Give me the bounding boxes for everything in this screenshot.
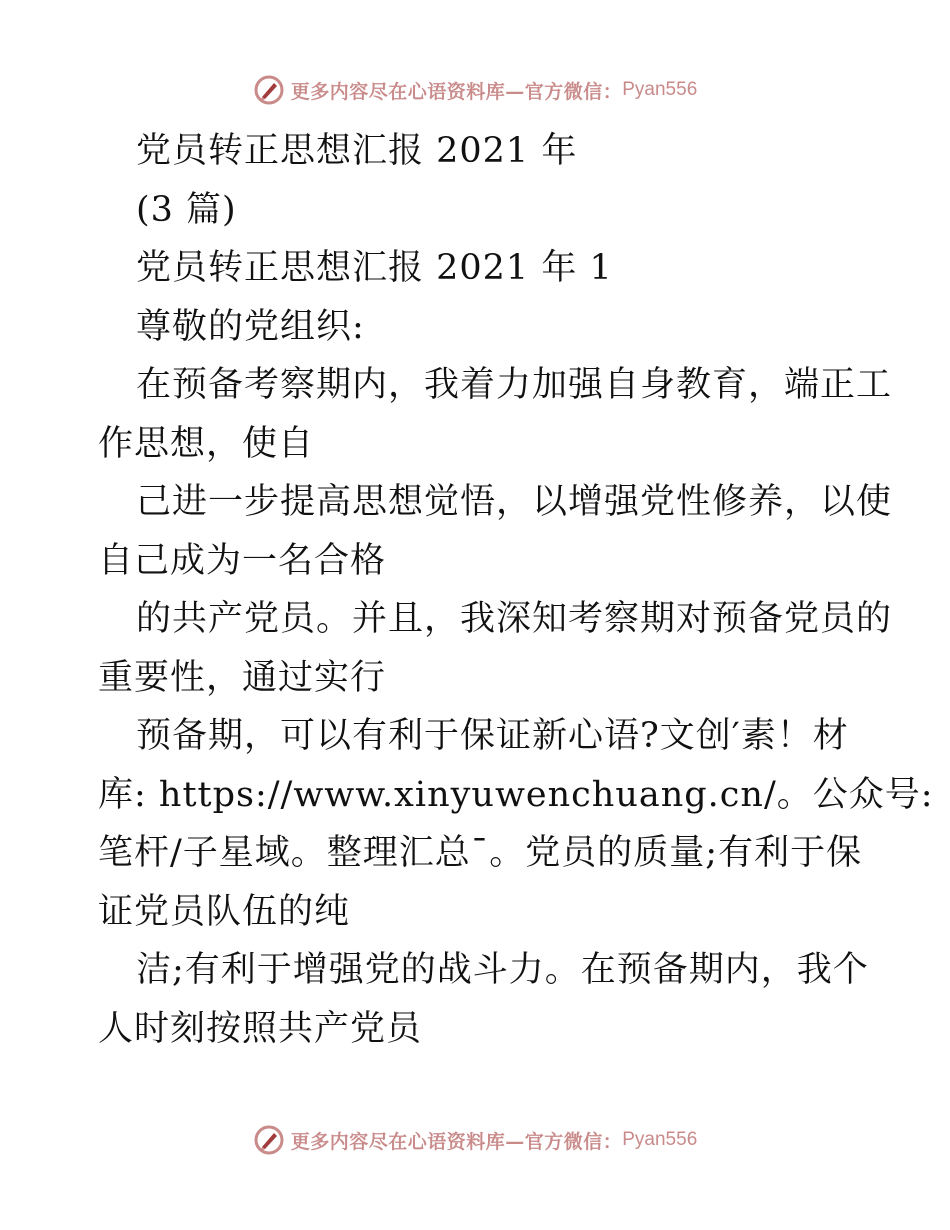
header-watermark-banner (0, 70, 950, 110)
text-line: 笔杆/子星域。整理汇总¯。党员的质量;有利于保 (98, 833, 863, 873)
footer-watermark-banner (0, 1120, 950, 1160)
text-line: 的共产党员。并且，我深知考察期对预备党员的 (136, 599, 893, 639)
text-line: 洁;有利于增强党的战斗力。在预备期内，我个 (136, 950, 869, 990)
doc-subtitle: (3 篇) (136, 189, 237, 230)
text-line: 证党员队伍的纯 (98, 891, 351, 932)
text-line: 己进一步提高思想觉悟，以增强党性修养，以使 (136, 482, 893, 522)
doc-title: 党员转正思想汇报 2021 年 (136, 131, 578, 171)
text-line: 自己成为一名合格 (98, 540, 387, 581)
banner-handle: Pyan556 (622, 79, 698, 100)
banner-handle: Pyan556 (622, 1129, 698, 1150)
pen-logo-icon (253, 74, 285, 106)
section-heading: 党员转正思想汇报 2021 年 1 (136, 248, 613, 288)
text-line: 库: https://www.xinyuwenchuang.cn/。公众号: (98, 774, 934, 815)
banner-text: 更多内容尽在心语资料库—官方微信： (290, 80, 623, 103)
pen-logo-icon (253, 1124, 285, 1156)
text-line: 在预备考察期内，我着力加强自身教育，端正工 (136, 365, 893, 405)
text-line: 人时刻按照共产党员 (98, 1008, 423, 1049)
salutation: 尊敬的党组织: (136, 306, 365, 347)
banner-text: 更多内容尽在心语资料库—官方微信： (290, 1130, 623, 1153)
text-line: 作思想，使自 (98, 423, 315, 464)
text-line: 预备期，可以有利于保证新心语?文创′素！材 (136, 716, 849, 756)
text-line: 重要性，通过实行 (98, 657, 387, 698)
document-body (98, 122, 934, 1058)
